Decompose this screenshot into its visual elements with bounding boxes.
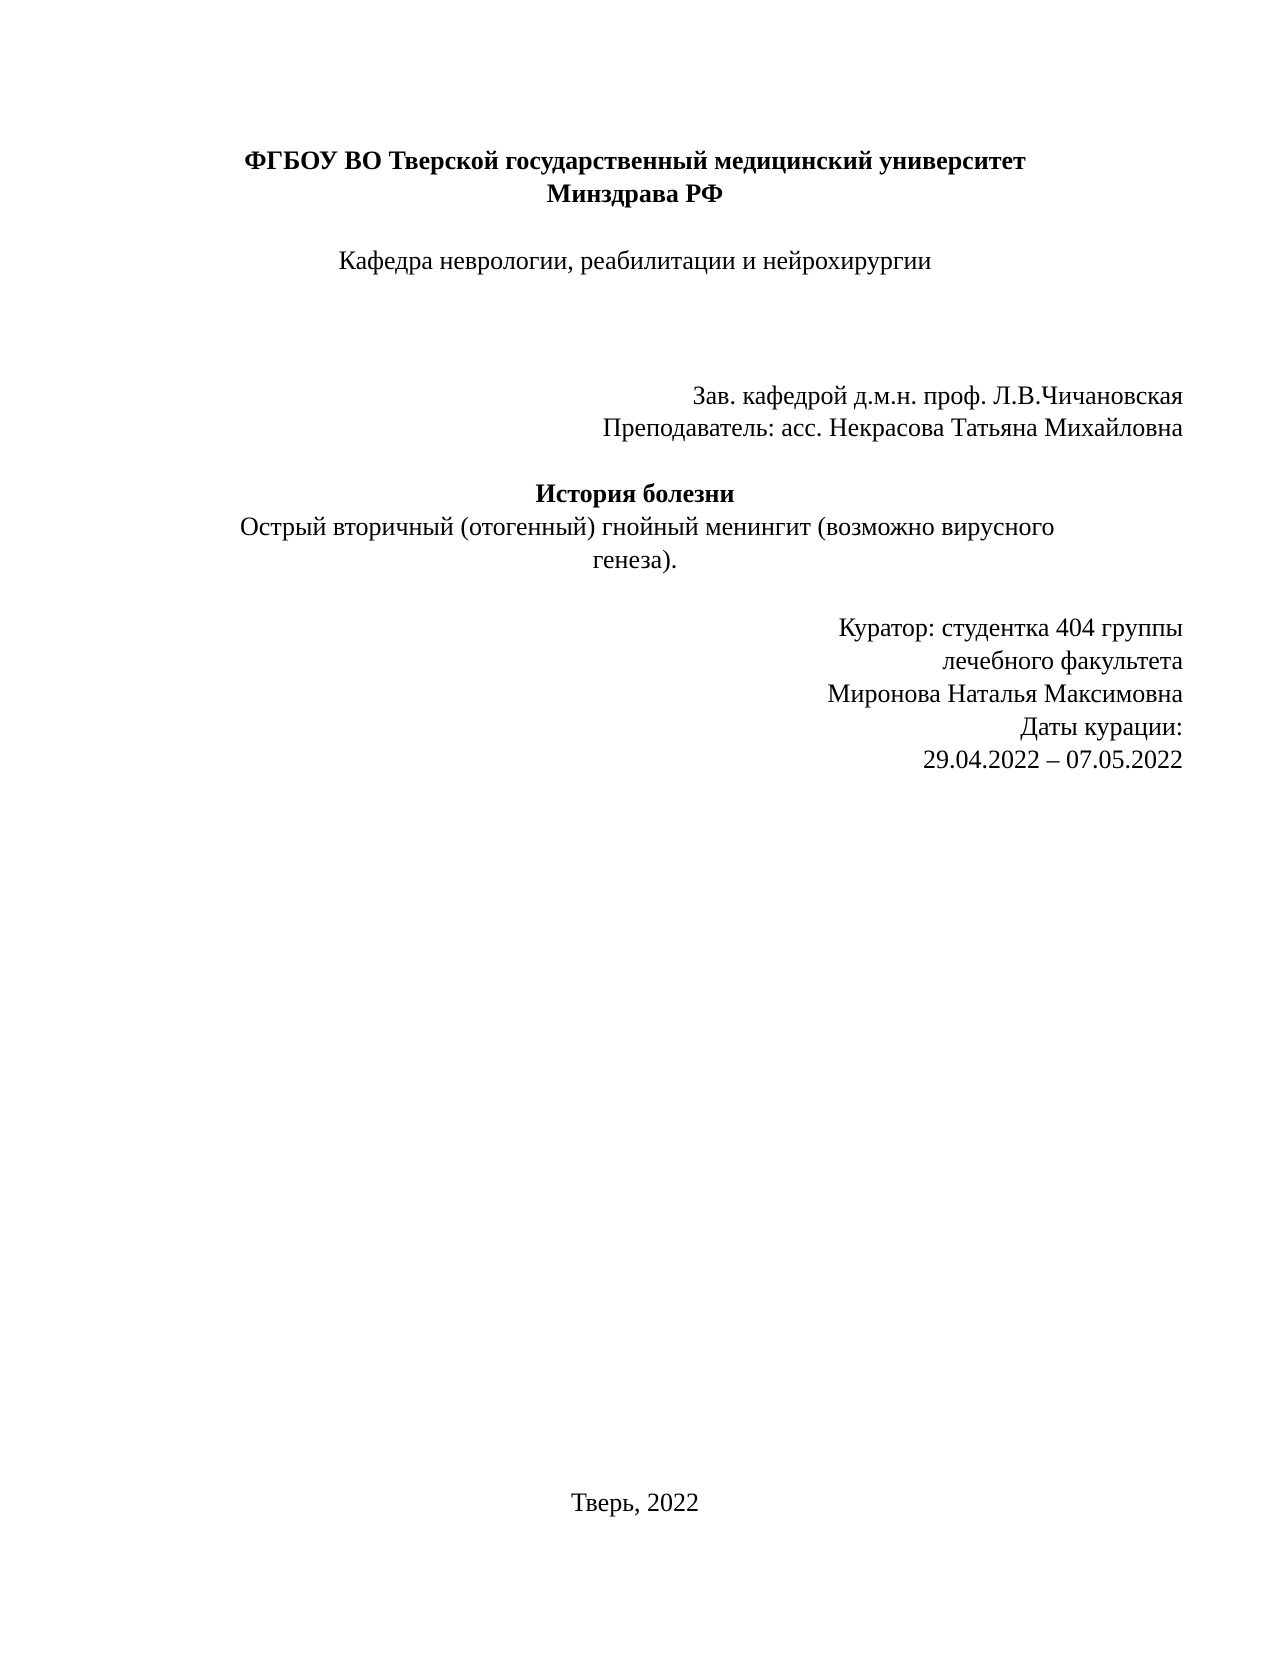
diagnosis-line-2: генеза). <box>592 545 678 574</box>
curator-faculty: лечебного факультета <box>942 646 1183 675</box>
curation-dates-label: Даты курации: <box>1020 712 1183 741</box>
department-head: Зав. кафедрой д.м.н. проф. Л.В.Чичановская <box>692 381 1183 410</box>
teacher-name: Преподаватель: асс. Некрасова Татьяна Михайловна <box>602 413 1183 442</box>
curation-dates: 29.04.2022 – 07.05.2022 <box>923 745 1183 774</box>
department-name: Кафедра неврологии, реабилитации и нейрохирургии <box>338 246 932 275</box>
place-year: Тверь, 2022 <box>570 1488 700 1517</box>
university-ministry: Минздрава РФ <box>546 179 724 208</box>
case-title: История болезни <box>535 479 735 508</box>
curator-group: Куратор: студентка 404 группы <box>838 613 1183 642</box>
curator-name: Миронова Наталья Максимовна <box>827 679 1183 708</box>
diagnosis-line-1: Острый вторичный (отогенный) гнойный менингит (возможно вирусного <box>240 512 1055 541</box>
university-name: ФГБОУ ВО Тверской государственный медицинский университет <box>244 146 1026 175</box>
